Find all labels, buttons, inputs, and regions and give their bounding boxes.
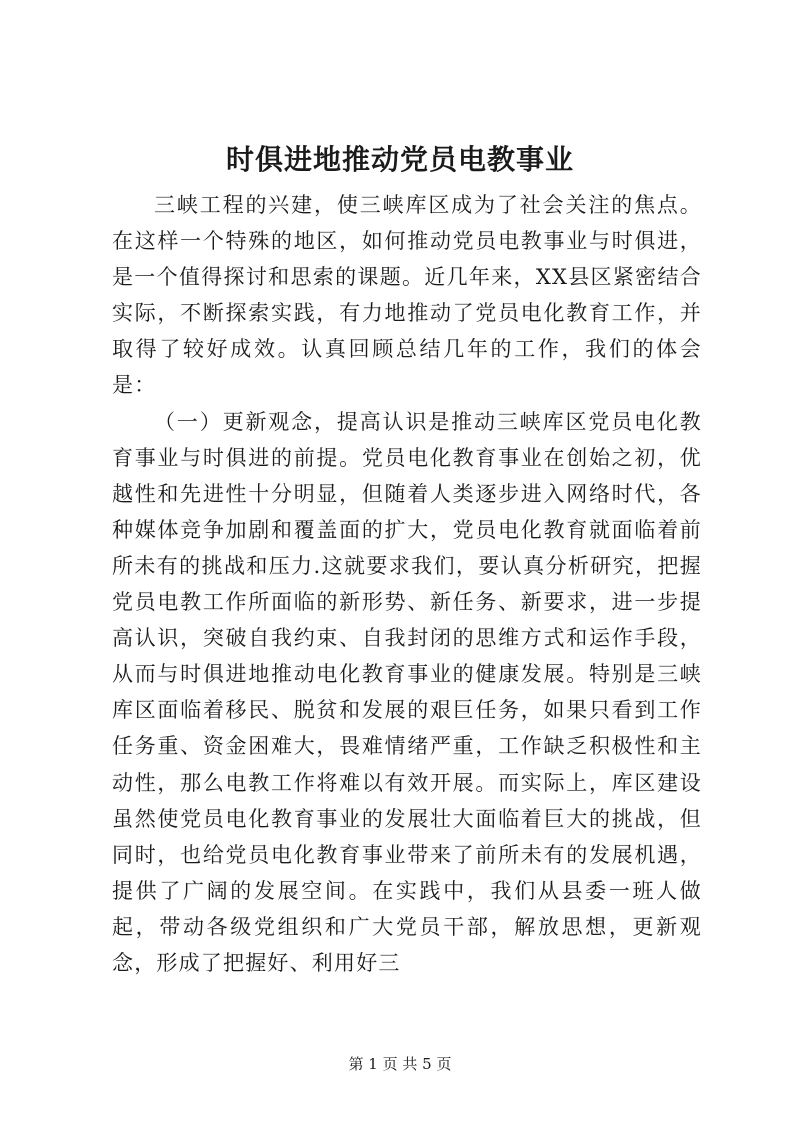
paragraph-section-one: （一）更新观念，提高认识是推动三峡库区党员电化教育事业与时俱进的前提。党员电化教育事业在创始之初，优越性和先进性十分明显，但随着人类逐步进入网络时代，各种媒体竞争加剧和覆盖面的扩大，党员电化教育就面临着前所未有的挑战和压力.这就要求我们，要认真分析研究，把握党员电教工作所面临的新形势、新任务、新要求，进一步提高认识，突破自我约束、自我封闭的思维方式和运作手段，从而与时俱进地推动电化教育事业的健康发展。特别是三峡库区面临着移民、脱贫和发展的艰巨任务，如果只看到工作任务重、资金困难大，畏难情绪严重，工作缺乏积极性和主动性，那么电教工作将难以有效开展。而实际上，库区建设虽然使党员电化教育事业的发展壮大面临着巨大的挑战，但同时，也给党员电化教育事业带来了前所未有的发展机遇，提供了广阔的发展空间。在实践中，我们从县委一班人做起，带动各级党组织和广大党员干部，解放思想，更新观念，形成了把握好、利用好三 — [112, 409, 702, 975]
page-footer: 第 1 页 共 5 页 — [348, 1055, 452, 1073]
document-title: 时俱进地推动党员电教事业 — [225, 143, 574, 176]
document-body — [112, 187, 702, 981]
paragraph-intro: 三峡工程的兴建，使三峡库区成为了社会关注的焦点。在这样一个特殊的地区，如何推动党员电教事业与时俱进，是一个值得探讨和思索的课题。近几年来，XX县区紧密结合实际，不断探索实践，有力地推动了党员电化教育工作，并取得了较好成效。认真回顾总结几年的工作，我们的体会是： — [112, 193, 702, 398]
